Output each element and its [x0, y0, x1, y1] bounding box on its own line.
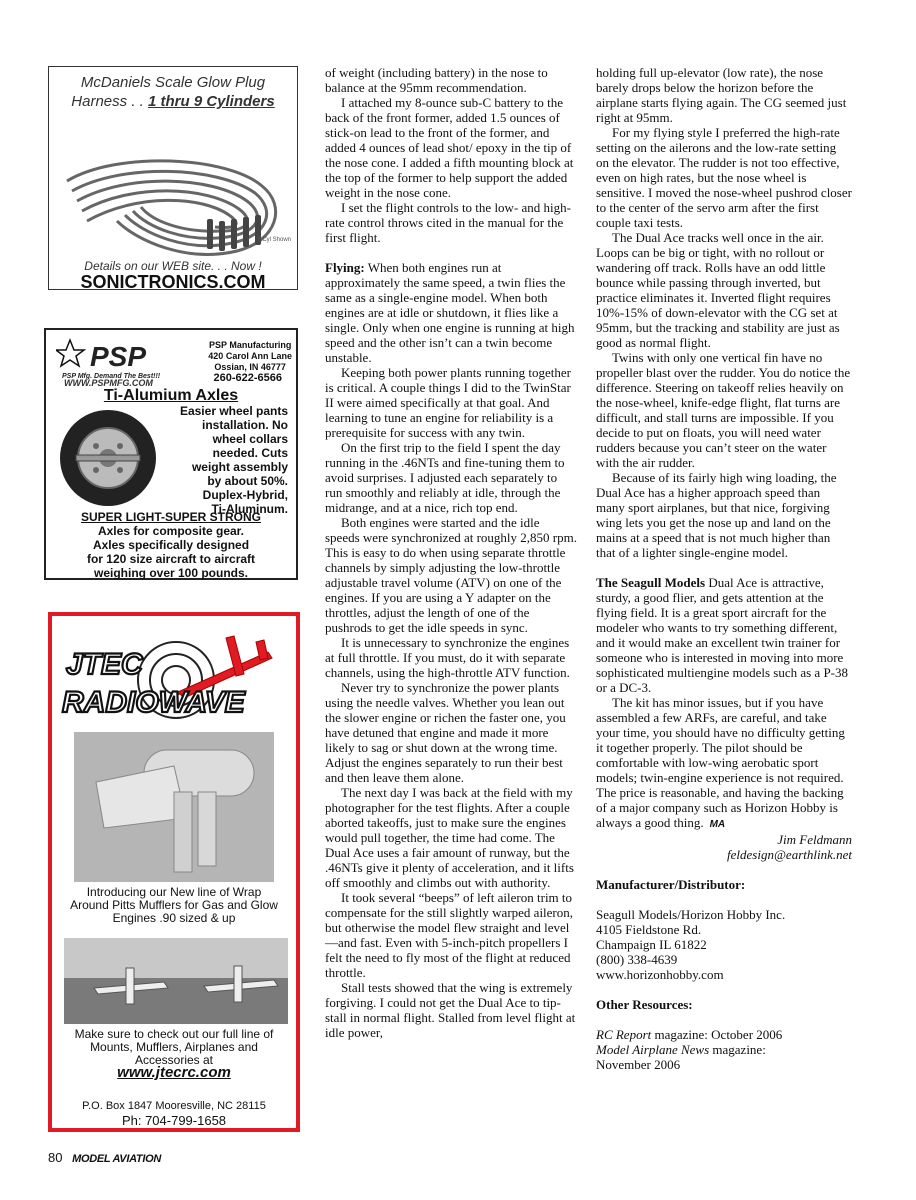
psp-description: Easier wheel pants installation. No wheel collars needed. Cuts weight assembly by about 50%. Duplex-Hybrid, Ti-Aluminum.: [179, 404, 288, 516]
magazine-name: MODEL AVIATION: [72, 1153, 161, 1165]
jtec-more-text: Make sure to check out our full line of Mounts, Mufflers, Airplanes and Accessories at: [74, 1027, 274, 1067]
muffler-photo: [74, 732, 274, 882]
manufacturer-line: Seagull Models/Horizon Hobby Inc.: [596, 907, 786, 922]
ma-end-mark: MA: [709, 819, 726, 830]
page-number: 80: [48, 1150, 63, 1165]
paragraph: Never try to synchronize the power plants using the needle valves. Whether you lean out the slower engine or richen the faster one, you have detuned that engine and made it more likely to sag or shut down at the wrong time. Adjust the engines separately to run their best and then leave them alone.: [325, 680, 566, 785]
paragraph: of weight (including battery) in the nose to balance at the 95mm recommendation.: [325, 65, 548, 95]
paragraph: holding full up-elevator (low rate), the nose barely drops below the horizon before the airplane starts flying again. The CG seemed just right at 95mm.: [596, 65, 847, 125]
wheel-image: [56, 406, 160, 510]
paragraph: It is unnecessary to synchronize the engines at full throttle. If you must, do it with separate channels, using the high-throttle ATV function.: [325, 635, 570, 680]
paragraph: The Dual Ace tracks well once in the air. Loops can be big or tight, with no rollout or wandering off track. Rolls have an odd little bounce while passing through inverted, but practice eliminates it. Inverted flight requires 10%-15% of down-elevator with the CG set at 95mm, but the tracking and stability are just as good as normal flight.: [596, 230, 840, 350]
sonictronics-site: SONICTRONICS.COM: [80, 272, 266, 292]
psp-ad: [44, 328, 298, 580]
paragraph: Stall tests showed that the wing is extremely forgiving. I could not get the Dual Ace to tip-stall in normal flight. Stalled from level flight at idle power,: [325, 980, 576, 1040]
closing-paragraph: The kit has minor issues, but if you have assembled a few ARFs, are careful, and take your time, you should have no difficulty getting it together properly. The pilot should be comfortable with low-wing aerobatic sport models; twin-engine experience is not required. The price is reasonable, and having the backing of a major company such as Horizon Hobby is always a good thing. MA: [596, 695, 845, 830]
article-column-3: [596, 65, 852, 1072]
web-details: Details on our WEB site. . . Now !: [84, 259, 262, 273]
cyl-note: 5 Cyl Shown: [257, 237, 291, 243]
paragraph: Both engines were started and the idle speeds were synchronized at roughly 2,850 rpm. This is easy to do when using separate throttle channels by simply adjusting the low-throttle adjustable travel volume (ATV) on one of the engines. If you are using a Y adapter on the throttles, adjust the length of one of the pushrods to get the idle speeds in sync.: [325, 515, 577, 635]
paragraph: Twins with only one vertical fin have no propeller blast over the rudder. You do notice the difference. Steering on takeoff relies heavily on the nose-wheel, knife-edge flight, flat turns are difficult, and stall turns are impossible. If you decide to put on floats, you will need water rudders because you can’t steer on the water with the air rudder.: [596, 350, 851, 470]
jtec-radiowave-logo: [58, 622, 290, 726]
resource-line: November 2006: [596, 1057, 681, 1072]
page-footer: [48, 1150, 161, 1165]
jtec-address: P.O. Box 1847 Mooresville, NC 28115: [82, 1100, 266, 1112]
ad-title-line2: Harness . . 1 thru 9 Cylinders: [71, 93, 275, 110]
seagull-paragraph: The Seagull Models Dual Ace is attractive, sturdy, a good flier, and gets attention at the flying field. It is a great sport aircraft for the modeler who wants to try something different, and it would make an excellent twin trainer for someone who is interested in moving into more sophisticated multiengine models such as a P-38 or a DC-3.: [596, 575, 849, 695]
manufacturer-line: 4105 Fieldstone Rd.: [596, 922, 702, 937]
paragraph: Because of its fairly high wing loading, the Dual Ace has a higher approach speed than many sport airplanes, but that nice, forgiving wing lets you get the nose up and land on the mains at a speed that is not much higher than that of a lighter single-engine model.: [596, 470, 837, 560]
resource-line: RC Report magazine: October 2006: [596, 1027, 783, 1042]
article-column-2: [325, 65, 577, 1040]
manufacturer-line: Champaign IL 61822: [596, 937, 707, 952]
psp-address: PSP Manufacturing 420 Carol Ann Lane Ossian, IN 46777: [208, 340, 292, 372]
svg-text:PSP Mfg. Demand The Best!!!: PSP Mfg. Demand The Best!!!: [62, 373, 161, 380]
ad-title-line1: McDaniels Scale Glow Plug: [80, 74, 266, 91]
psp-logo: [56, 336, 196, 382]
jtec-caption: Introducing our New line of Wrap Around Pitts Mufflers for Gas and Glow Engines .90 sized & up: [70, 885, 278, 925]
paragraph: For my flying style I preferred the high-rate setting on the ailerons and the low-rate setting on the elevator. The rudder is not too effective, even on high rates, but the nose wheel is sensitive. I moved the nose-wheel pushrod closer to the center of the servo arm after the first couple taxi tests.: [596, 125, 852, 230]
resource-line: Model Airplane News magazine:: [596, 1042, 766, 1057]
manufacturer-heading: Manufacturer/Distributor:: [596, 877, 746, 892]
paragraph: I attached my 8-ounce sub-C battery to the back of the front former, added 1.5 ounces of stick-on lead to the front of the former, and added 4 ounces of lead shot/ epoxy in the tip of the nose cone. I added a fifth mounting block at the top of the former to help support the added weight in the nose cone.: [325, 95, 574, 200]
svg-text:JTEC: JTEC: [66, 648, 143, 681]
psp-bottom-text: SUPER LIGHT-SUPER STRONG Axles for composite gear. Axles specifically designed for 120 size aircraft to aircraft weighing over 100 pounds.: [80, 510, 262, 580]
jtec-phone: Ph: 704-799-1658: [121, 1113, 227, 1128]
svg-text:PSP: PSP: [90, 341, 147, 372]
author-email[interactable]: feldesign@earthlink.net: [727, 847, 852, 862]
psp-phone: 260-622-6566: [213, 372, 282, 384]
jtec-url[interactable]: www.jtecrc.com: [117, 1064, 231, 1081]
manufacturer-website[interactable]: www.horizonhobby.com: [596, 967, 724, 982]
resources-heading: Other Resources:: [596, 997, 693, 1012]
psp-headline: Ti-Alumium Axles: [103, 387, 239, 404]
svg-text:RADIOWAVE: RADIOWAVE: [62, 686, 245, 719]
flying-paragraph: Flying: When both engines run at approximately the same speed, a twin flies the same as a single-engine model. When both engines are at idle or shutdown, it flies like a single. Only when one engine is running at high speed and the other isn’t can a twin become unstable.: [325, 260, 575, 365]
paragraph: Keeping both power plants running together is critical. A couple things I did to the TwinStar II were aimed specifically at that goal. And learning to tune an engine for reliability is a prerequisite for success with any twin.: [325, 365, 571, 440]
paragraph: On the first trip to the field I spent the day running in the .46NTs and fine-tuning them to avoid surprises. I adjusted each separately to run smoothly and reliably at idle, through the midrange, and at a nice, rich top end.: [325, 440, 565, 515]
psp-www: WWW.PSPMFG.COM: [64, 378, 153, 388]
manufacturer-line: (800) 338-4639: [596, 952, 678, 967]
paragraph: I set the flight controls to the low- and high-rate control throws cited in the manual for the first flight.: [325, 200, 571, 245]
paragraph: The next day I was back at the field with my photographer for the test flights. After a couple aborted takeoffs, just to make sure the engines would pull together, the time had come. The Dual Ace uses a fair amount of runway, but the .46NTs give it plenty of acceleration, and it lifts off smoothly and climbs out with authority.: [325, 785, 574, 890]
sonictronics-ad: [48, 66, 298, 290]
paragraph: It took several “beeps” of left aileron trim to compensate for the still slightly warped aileron, but otherwise the model flew straight and level—and fast. Even with 5-inch-pitch propellers I felt the need to fly most of the flight at reduced throttle.: [325, 890, 574, 980]
airplanes-photo: [64, 938, 288, 1024]
jtec-ad: [48, 612, 300, 1132]
author-name: Jim Feldmann: [777, 832, 852, 847]
